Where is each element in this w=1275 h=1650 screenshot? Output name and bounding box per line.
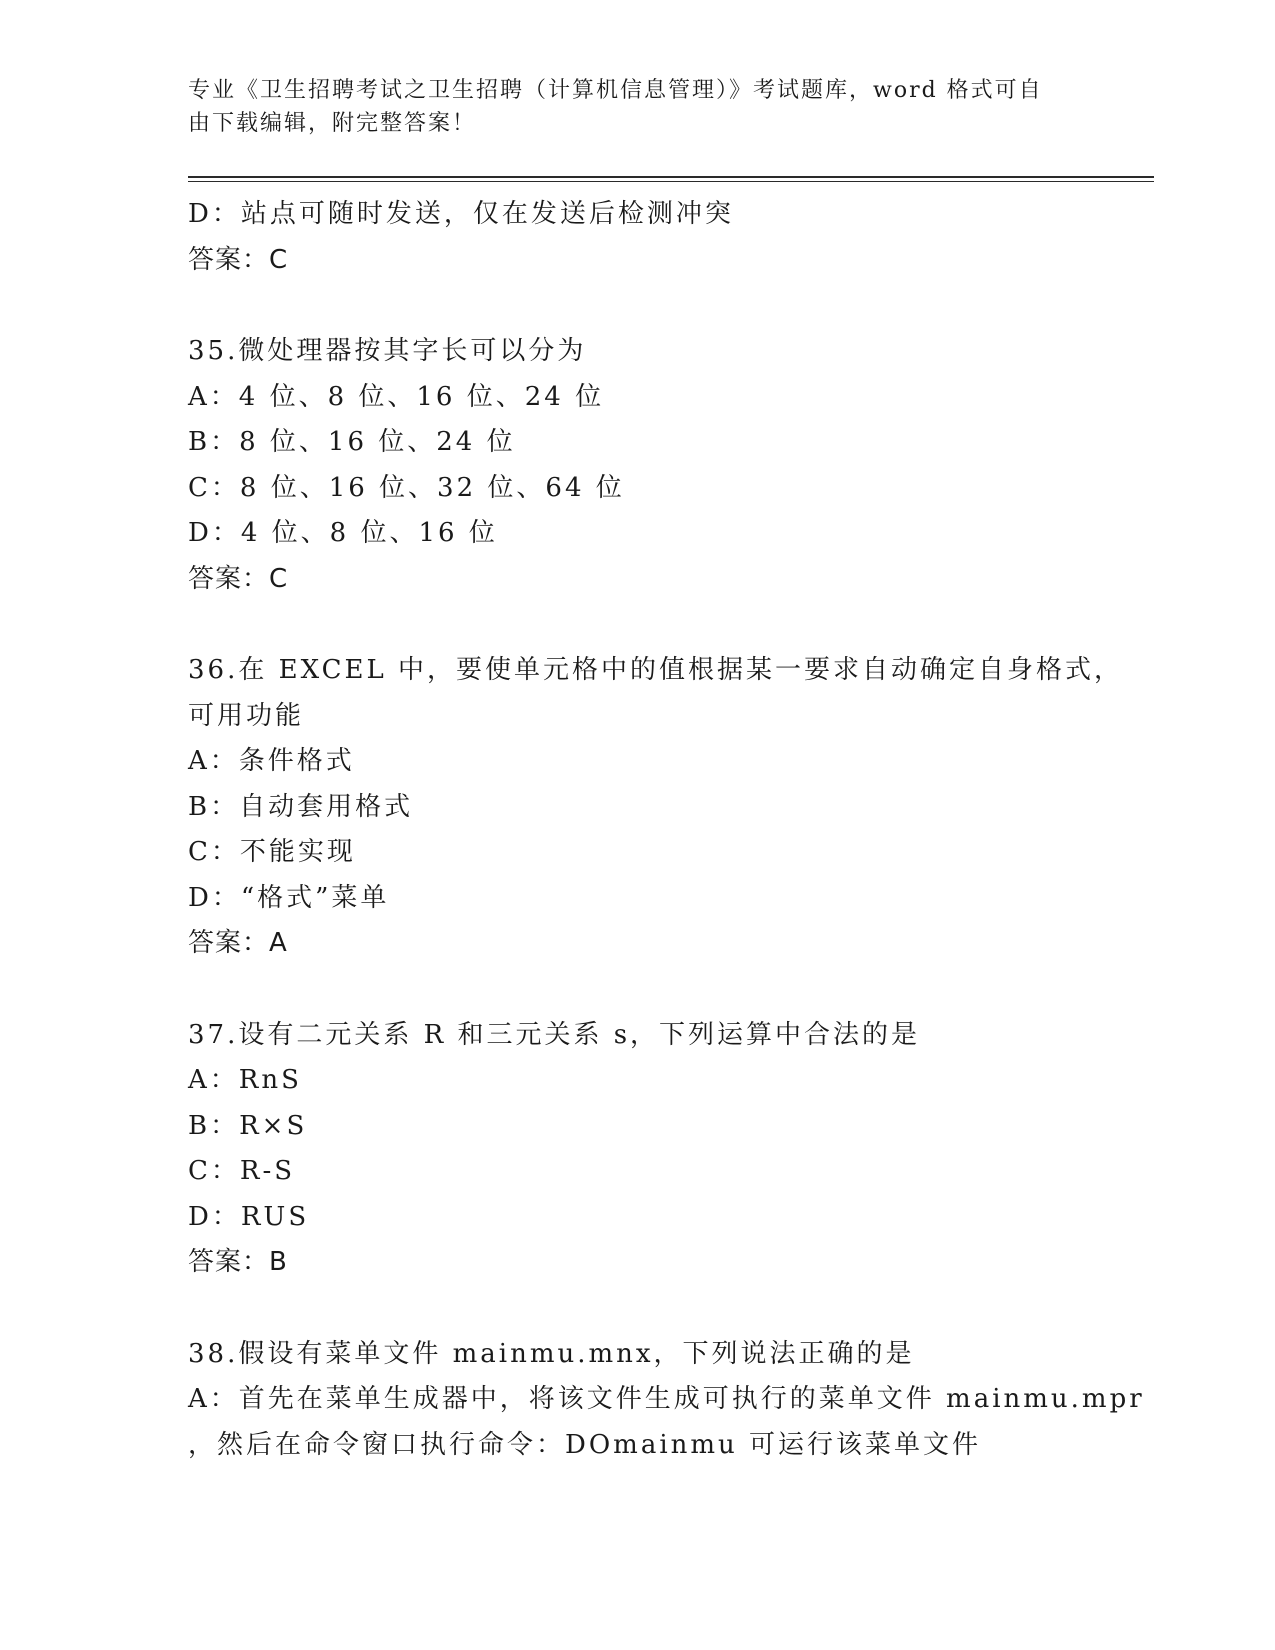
- document-header: [188, 74, 1088, 140]
- question-stem: 37.设有二元关系 R 和三元关系 s，下列运算中合法的是: [188, 1019, 921, 1050]
- spacer: [188, 283, 1128, 329]
- question-stem: 36.在 EXCEL 中，要使单元格中的值根据某一要求自动确定自身格式，: [188, 655, 1124, 685]
- header-divider-thick: [188, 176, 1154, 178]
- option-b: B：R×S: [188, 1110, 308, 1141]
- question-stem: 38.假设有菜单文件 mainmu.mnx，下列说法正确的是: [188, 1338, 915, 1369]
- question-stem-continued: 可用功能: [188, 700, 305, 731]
- option-d: D：4 位、8 位、16 位: [188, 518, 498, 548]
- option-b: B：8 位、16 位、24 位: [188, 427, 516, 457]
- option-a: A：条件格式: [188, 746, 355, 776]
- answer: 答案：A: [188, 928, 288, 958]
- option-a: A：RnS: [188, 1065, 302, 1095]
- header-divider-thin: [188, 181, 1154, 182]
- option-d: D：“格式”菜单: [188, 882, 390, 913]
- option-c: C：R-S: [188, 1156, 296, 1186]
- question-stem: 35.微处理器按其字长可以分为: [188, 336, 587, 366]
- option-c: C：8 位、16 位、32 位、64 位: [188, 472, 625, 503]
- answer: 答案：C: [188, 563, 289, 594]
- continued-option-d: D：站点可随时发送，仅在发送后检测冲突: [188, 199, 734, 229]
- option-a: A：4 位、8 位、16 位、24 位: [188, 381, 605, 412]
- option-a-continued: ，然后在命令窗口执行命令：DOmainmu 可运行该菜单文件: [188, 1429, 982, 1460]
- answer: 答案：B: [188, 1247, 288, 1277]
- question-list: [188, 192, 1145, 1468]
- header-line-2: 由下载编辑，附完整答案！: [188, 111, 477, 136]
- option-c: C：不能实现: [188, 837, 356, 867]
- spacer: [188, 1286, 1128, 1332]
- spacer: [188, 602, 1128, 648]
- spacer: [188, 967, 1128, 1013]
- question-36: [188, 648, 1128, 967]
- question-37: [188, 1013, 1128, 1286]
- question-38: [188, 1332, 1145, 1469]
- option-a: A：首先在菜单生成器中，将该文件生成可执行的菜单文件 mainmu.mpr: [188, 1384, 1145, 1414]
- option-b: B：自动套用格式: [188, 791, 414, 822]
- continued-answer: 答案：C: [188, 244, 289, 275]
- option-d: D：RUS: [188, 1201, 310, 1232]
- header-line-1: 专业《卫生招聘考试之卫生招聘（计算机信息管理）》考试题库，word 格式可自: [188, 78, 1043, 103]
- question-35: [188, 329, 1128, 602]
